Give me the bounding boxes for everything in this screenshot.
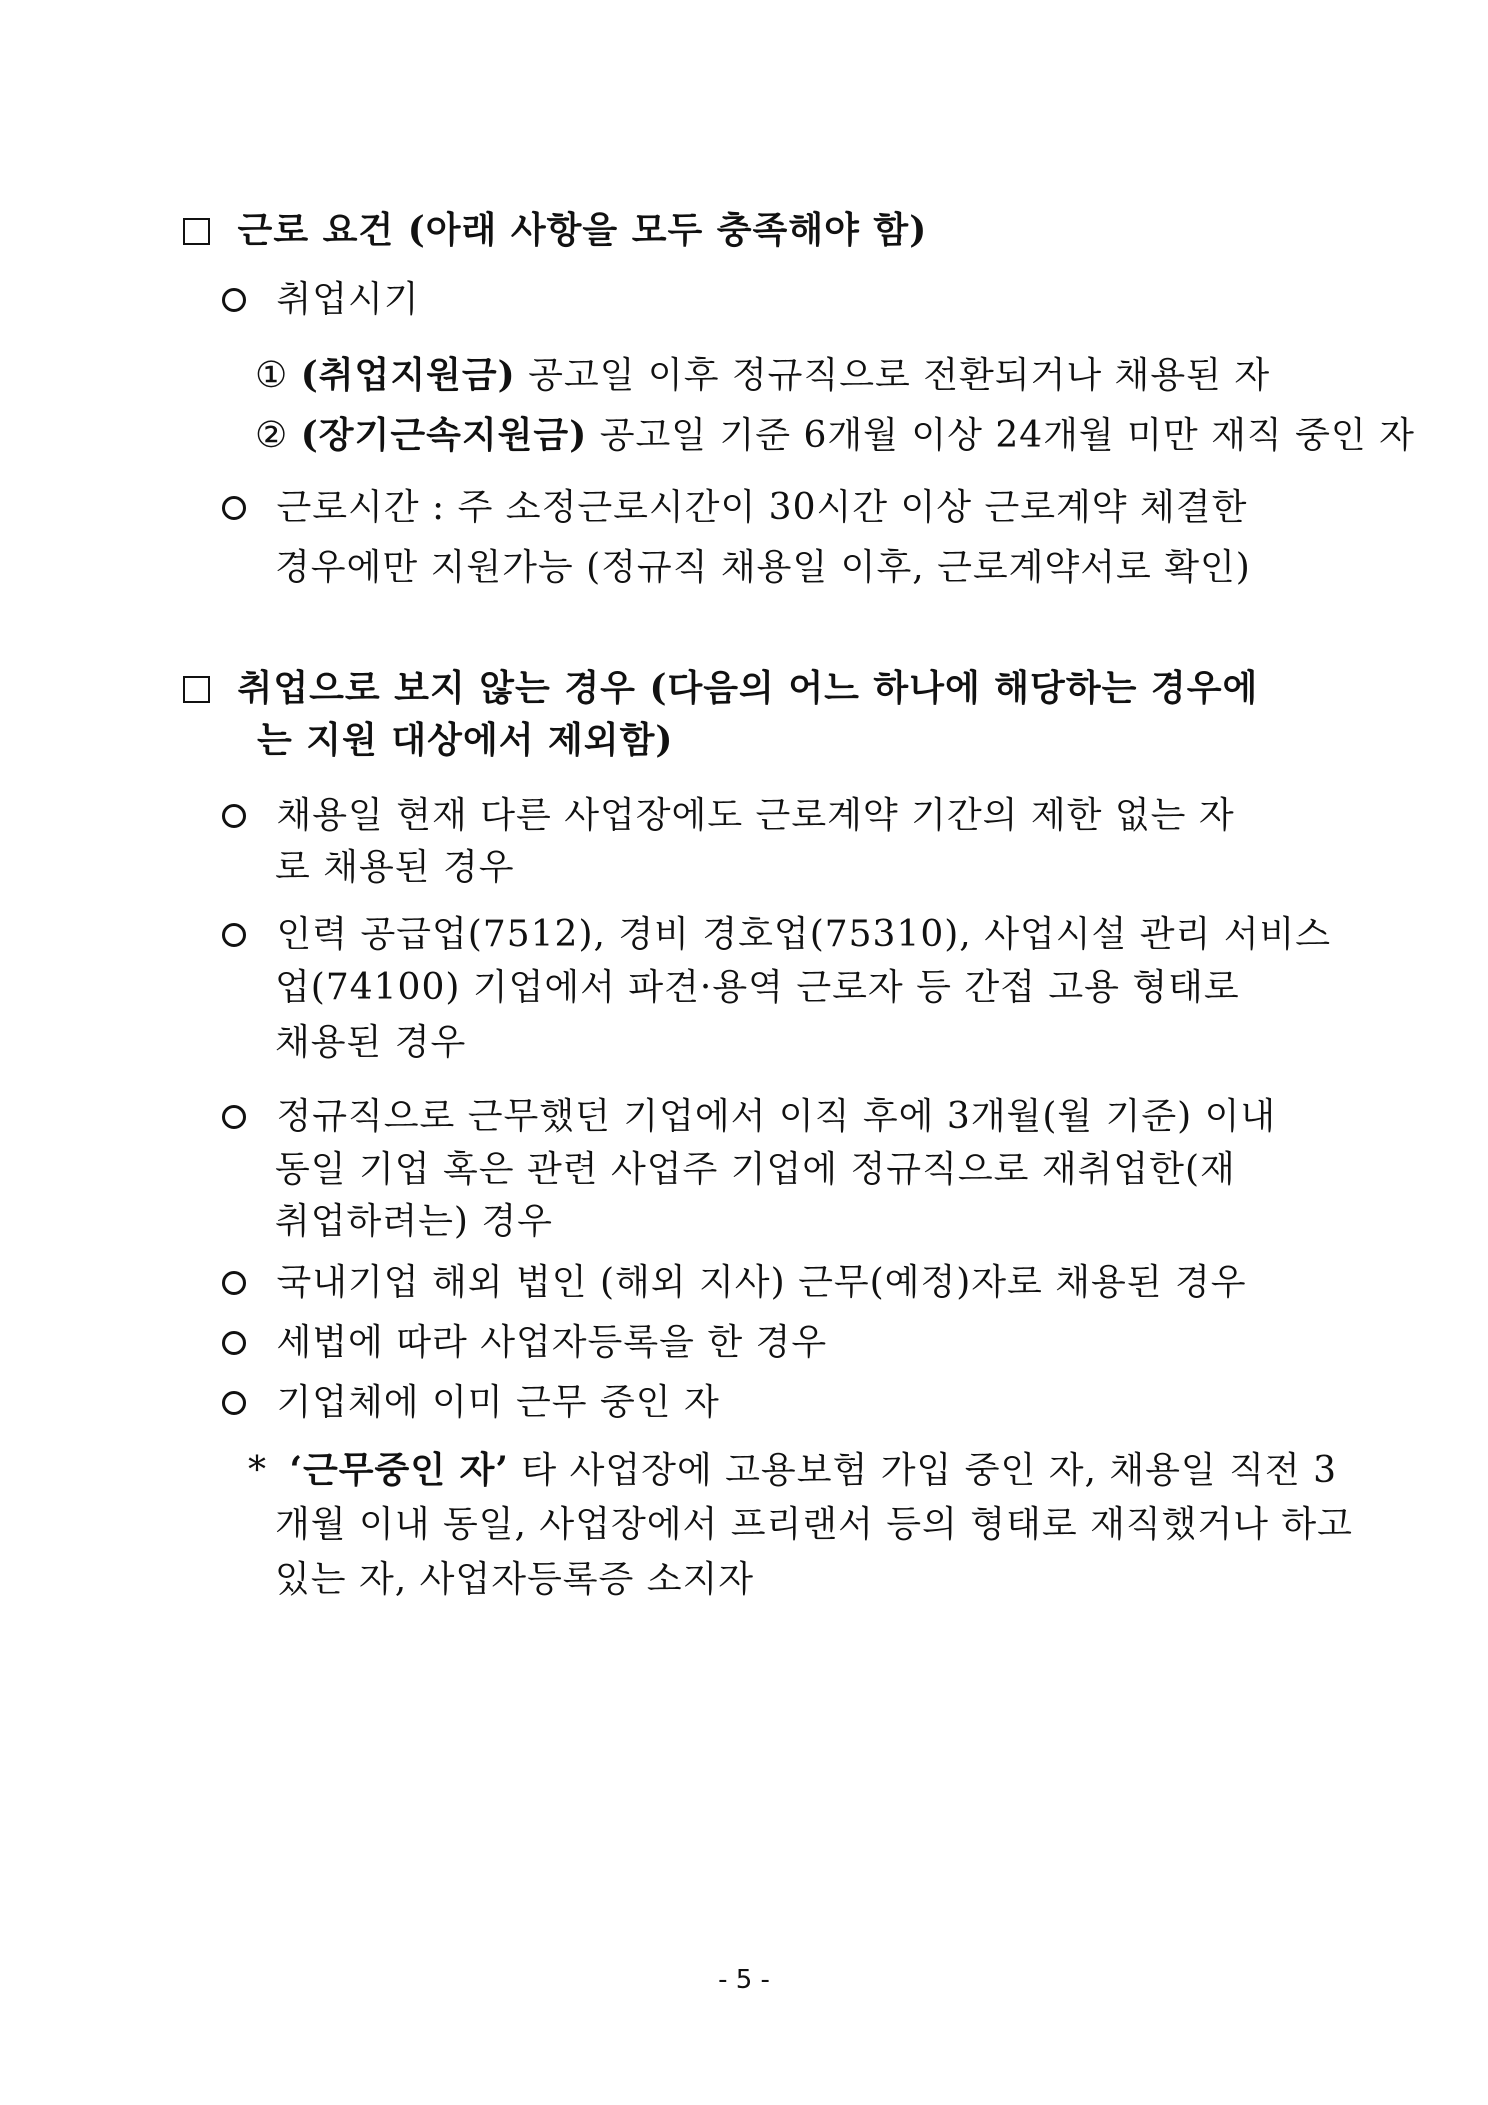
exclusion-item-2: 인력 공급업(7512), 경비 경호업(75310), 사업시설 관리 서비스 [222,913,1331,957]
note-cont: 있는 자, 사업자등록증 소지자 [275,1559,755,1600]
exclusion-item-3-cont: 동일 기업 혹은 관련 사업주 기업에 정규직으로 재취업한(재 [275,1149,1236,1190]
exclusion-item-2-cont: 채용된 경우 [275,1022,467,1063]
exclusion-item-3: 정규직으로 근무했던 기업에서 이직 후에 3개월(월 기준) 이내 [222,1095,1276,1139]
circle-bullet-icon [222,804,246,828]
exclusion-item-3-cont: 취업하려는) 경우 [275,1201,553,1242]
exclusion-item-6: 기업체에 이미 근무 중인 자 [222,1381,720,1425]
exclusion-item-2-cont: 업(74100) 기업에서 파견·용역 근로자 등 간접 고용 형태로 [275,967,1240,1008]
circle-bullet-icon [222,496,246,520]
item-working-hours: 근로시간 : 주 소정근로시간이 30시간 이상 근로계약 체결한 [222,486,1247,530]
square-bullet-icon [183,676,210,703]
note-currently-employed: * ‘근무중인 자’ 타 사업장에 고용보험 가입 중인 자, 채용일 직전 3 [248,1449,1338,1491]
circle-bullet-icon [222,1105,246,1129]
circle-bullet-icon [222,1391,246,1415]
circle-bullet-icon [222,923,246,947]
exclusion-item-1-cont: 로 채용된 경우 [275,847,515,888]
circle-bullet-icon [222,1271,246,1295]
asterisk-marker: * [248,1450,267,1491]
exclusion-item-1: 채용일 현재 다른 사업장에도 근로계약 기간의 제한 없는 자 [222,794,1235,838]
item-employment-timing: 취업시기 [222,278,420,322]
page-number: - 5 - [718,1965,770,1995]
section-heading-work-requirements: 근로 요건 (아래 사항을 모두 충족해야 함) [183,208,927,252]
subitem-employment-subsidy: ① (취업지원금) 공고일 이후 정규직으로 전환되거나 채용된 자 [255,354,1271,396]
item-working-hours-cont: 경우에만 지원가능 (정규직 채용일 이후, 근로계약서로 확인) [275,547,1251,588]
circle-bullet-icon [222,288,246,312]
note-cont: 개월 이내 동일, 사업장에서 프리랜서 등의 형태로 재직했거나 하고 [275,1504,1353,1545]
exclusion-item-5: 세법에 따라 사업자등록을 한 경우 [222,1321,827,1365]
section-heading-not-employment-cont: 는 지원 대상에서 제외함) [257,719,674,761]
subitem-long-service-subsidy: ② (장기근속지원금) 공고일 기준 6개월 이상 24개월 미만 재직 중인 자 [255,414,1415,456]
square-bullet-icon [183,218,210,245]
circle-bullet-icon [222,1331,246,1355]
exclusion-item-4: 국내기업 해외 법인 (해외 지사) 근무(예정)자로 채용된 경우 [222,1261,1247,1305]
section-heading-not-employment: 취업으로 보지 않는 경우 (다음의 어느 하나에 해당하는 경우에 [183,666,1258,710]
